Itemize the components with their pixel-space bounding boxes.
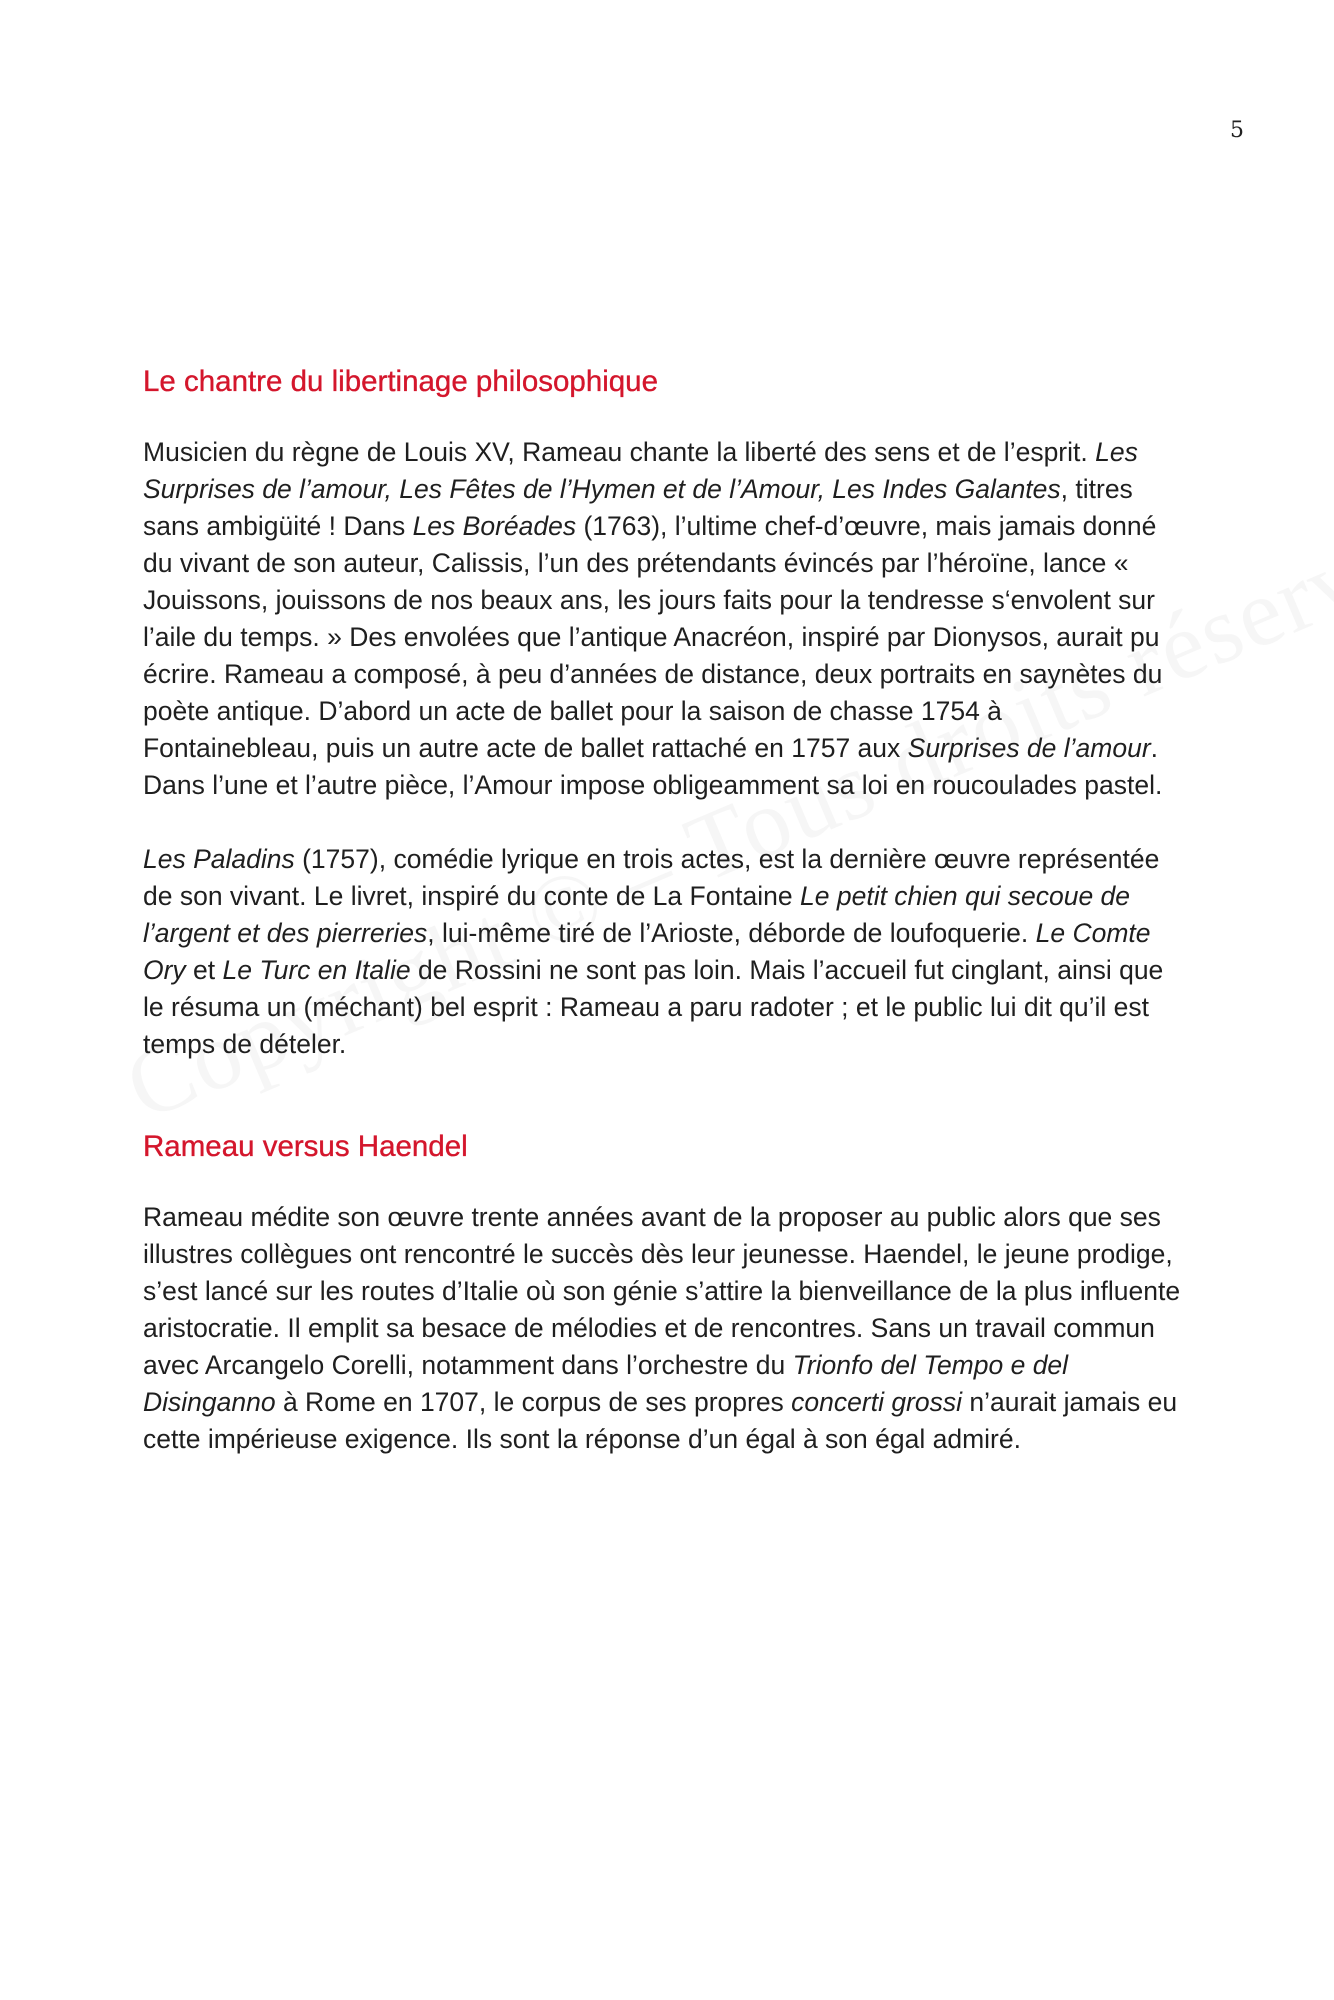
italic-title: Surprises de l’amour (907, 733, 1151, 763)
text-run: de Rossini ne sont pas loin. Mais l’accueil fut cinglant, ainsi que le résuma un (méchant) bel esprit : Rameau a paru radoter ; et le public lui dit qu’il est temps de dételer. (143, 955, 1164, 1059)
text-run: Musicien du règne de Louis XV, Rameau chante la liberté des sens et de l’esprit. (143, 437, 1096, 467)
page-number: 5 (1230, 118, 1244, 143)
italic-title: concerti grossi (791, 1387, 963, 1417)
section-heading-rameau-versus-haendel: Rameau versus Haendel (143, 1130, 468, 1163)
text-run: n’aurait jamais eu cette impérieuse exigence. Ils sont la réponse d’un égal à son égal admiré. (143, 1387, 1178, 1454)
paragraph (143, 1199, 1183, 1458)
section-heading-libertinage: Le chantre du libertinage philosophique (143, 365, 658, 398)
italic-title: Le Comte Ory (143, 918, 1151, 985)
text-run: , lui-même tiré de l’Arioste, déborde de loufoquerie. (427, 918, 1036, 948)
italic-title: Trionfo del Tempo e del Disinganno (143, 1350, 1069, 1417)
italic-title: Le Turc en Italie (222, 955, 411, 985)
page-content (143, 360, 1183, 1458)
italic-title: Le petit chien qui secoue de l’argent et des pierreries (143, 881, 1131, 948)
text-run: Rameau médite son œuvre trente années avant de la proposer au public alors que ses illustres collègues ont rencontré le succès dès leur jeunesse. Haendel, le jeune prodige, s’est lancé sur les routes d’Italie où son génie s’attire la bienveillance de la plus influente aristocratie. Il emplit sa besace de mélodies et de rencontres. Sans un travail commun avec Arcangelo Corelli, notamment dans l’orchestre du (143, 1202, 1181, 1380)
paragraph (143, 434, 1183, 804)
italic-title: Les Paladins (143, 844, 295, 874)
italic-title: Les Boréades (412, 511, 577, 541)
text-run: à Rome en 1707, le corpus de ses propres (275, 1387, 792, 1417)
section-spacer (143, 1063, 1183, 1125)
text-run: , titres sans ambigüité ! Dans (143, 474, 1133, 541)
text-run: (1757), comédie lyrique en trois actes, est la dernière œuvre représentée de son vivant. Le livret, inspiré du conte de La Fontaine (143, 844, 1160, 911)
text-run: (1763), l’ultime chef-d’œuvre, mais jamais donné du vivant de son auteur, Calissis, l’un des prétendants évincés par l’héroïne, lance « Jouissons, jouissons de nos beaux ans, les jours faits pour la tendresse s‘envolent sur l’aile du temps. » Des envolées que l’antique Anacréon, inspiré par Dionysos, aurait pu écrire. Rameau a composé, à peu d’années de distance, deux portraits en saynètes du poète antique. D’abord un acte de ballet pour la saison de chasse 1754 à Fontainebleau, puis un autre acte de ballet rattaché en 1757 aux (143, 511, 1163, 763)
text-run: et (185, 955, 223, 985)
paragraph (143, 841, 1183, 1063)
text-run: . Dans l’une et l’autre pièce, l’Amour impose obligeamment sa loi en roucoulades pastel. (143, 733, 1163, 800)
italic-title: Les Surprises de l’amour, Les Fêtes de l’Hymen et de l’Amour, Les Indes Galantes (143, 437, 1138, 504)
